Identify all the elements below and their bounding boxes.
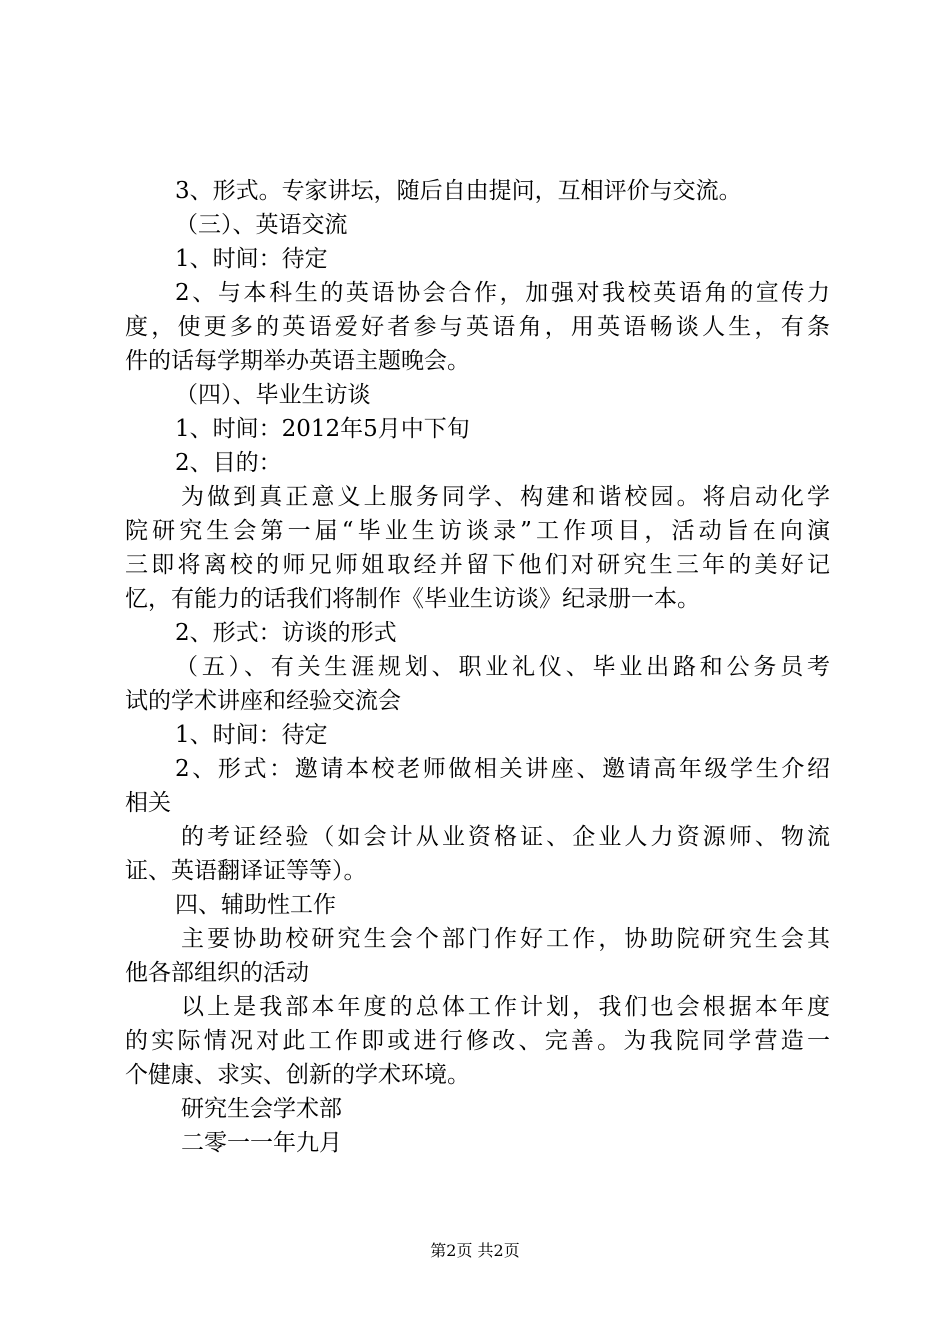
text-line: 1、时间：待定: [175, 246, 328, 272]
text-line: 他各部组织的活动: [125, 960, 309, 986]
text-line: 的实际情况对此工作即或进行修改、完善。为我院同学营造一: [125, 1028, 830, 1054]
text-line: 2、目的：: [175, 450, 282, 476]
page-footer: [0, 1240, 950, 1262]
text-line: （五）、有关生涯规划、职业礼仪、毕业出路和公务员考: [175, 654, 830, 680]
text-line: 度，使更多的英语爱好者参与英语角，用英语畅谈人生，有条: [125, 314, 830, 340]
text-line: 试的学术讲座和经验交流会: [125, 688, 401, 714]
text-line: （四）、毕业生访谈: [175, 382, 371, 408]
text-line: （三）、英语交流: [175, 212, 348, 238]
page-number: 第2页 共2页: [430, 1241, 520, 1260]
text-line: 研究生会学术部: [181, 1096, 342, 1122]
document-body: [125, 174, 830, 1160]
text-line: 证、英语翻译证等等）。: [125, 858, 367, 884]
text-line: 主要协助校研究生会个部门作好工作，协助院研究生会其: [181, 926, 830, 952]
text-line: 院研究生会第一届“毕业生访谈录”工作项目，活动旨在向演: [125, 518, 830, 544]
text-line: 件的话每学期举办英语主题晚会。: [125, 348, 470, 374]
text-line: 三即将离校的师兄师姐取经并留下他们对研究生三年的美好记: [125, 552, 830, 578]
text-line: 四、辅助性工作: [175, 892, 336, 918]
text-line: 1、时间：2012年5月中下旬: [175, 416, 470, 442]
text-line: 相关: [125, 790, 171, 816]
text-line: 忆，有能力的话我们将制作《毕业生访谈》纪录册一本。: [125, 586, 700, 612]
text-line: 的考证经验（如会计从业资格证、企业人力资源师、物流: [181, 824, 830, 850]
text-line: 个健康、求实、创新的学术环境。: [125, 1062, 470, 1088]
text-line: 1、时间：待定: [175, 722, 328, 748]
text-line: 二零一一年九月: [181, 1130, 342, 1156]
text-line: 以上是我部本年度的总体工作计划，我们也会根据本年度: [181, 994, 830, 1020]
text-line: 3、形式。专家讲坛，随后自由提问，互相评价与交流。: [175, 178, 742, 204]
text-line: 2、形式：邀请本校老师做相关讲座、邀请高年级学生介绍: [175, 756, 830, 782]
text-line: 2、形式：访谈的形式: [175, 620, 397, 646]
text-line: 2、与本科生的英语协会合作，加强对我校英语角的宣传力: [175, 280, 830, 306]
text-line: 为做到真正意义上服务同学、构建和谐校园。将启动化学: [181, 484, 830, 510]
